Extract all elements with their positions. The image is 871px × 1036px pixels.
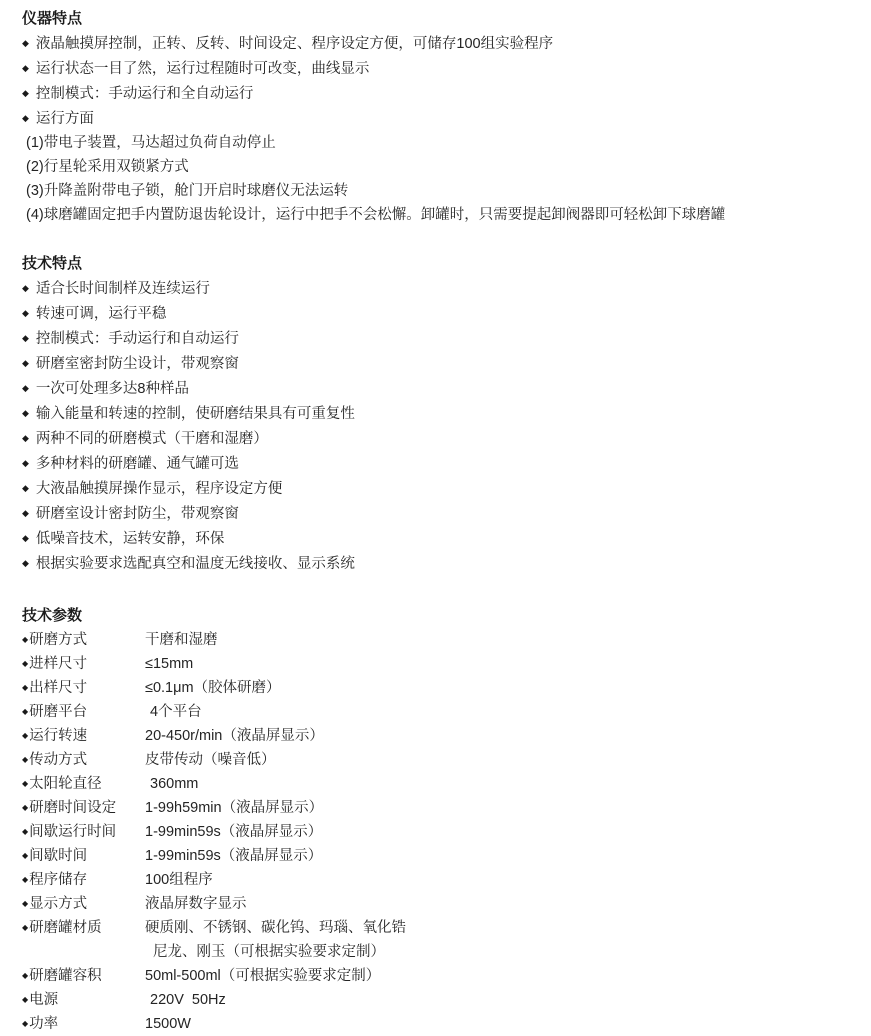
param-row-continuation bbox=[22, 940, 841, 964]
param-label bbox=[22, 772, 145, 796]
param-row bbox=[22, 676, 841, 700]
diamond-bullet-icon: ◆ bbox=[22, 113, 29, 123]
feature-text: 控制模式：手动运行和自动运行 bbox=[35, 331, 239, 347]
param-label-text: 研磨平台 bbox=[29, 704, 88, 720]
param-label bbox=[22, 676, 145, 700]
technical-parameters-heading: 技术参数 bbox=[22, 607, 83, 624]
param-value: ≤15mm bbox=[145, 656, 194, 672]
feature-item bbox=[22, 276, 841, 301]
diamond-bullet-icon: ◆ bbox=[22, 408, 29, 418]
param-value: ≤0.1μm（胶体研磨） bbox=[145, 680, 281, 696]
feature-item bbox=[22, 476, 841, 501]
feature-text: 转速可调，运行平稳 bbox=[35, 306, 167, 322]
param-row bbox=[22, 892, 841, 916]
param-row bbox=[22, 772, 841, 796]
param-label-text: 功率 bbox=[29, 1016, 59, 1032]
feature-text: 低噪音技术，运转安静，环保 bbox=[35, 531, 225, 547]
param-label-text: 研磨罐材质 bbox=[29, 920, 102, 936]
param-value: 1-99min59s（液晶屏显示） bbox=[145, 824, 323, 840]
feature-item bbox=[22, 81, 841, 106]
feature-sub-item bbox=[22, 131, 841, 155]
sub-item-text: (1)带电子装置，马达超过负荷自动停止 bbox=[26, 135, 276, 151]
diamond-bullet-icon: ◆ bbox=[22, 707, 29, 716]
diamond-bullet-icon: ◆ bbox=[22, 971, 29, 980]
feature-sub-item bbox=[22, 155, 841, 179]
param-row bbox=[22, 844, 841, 868]
param-label-text: 太阳轮直径 bbox=[29, 776, 102, 792]
diamond-bullet-icon: ◆ bbox=[22, 63, 29, 73]
sub-item-text: (3)升降盖附带电子锁，舱门开启时球磨仪无法运转 bbox=[26, 183, 349, 199]
diamond-bullet-icon: ◆ bbox=[22, 1019, 29, 1028]
feature-item bbox=[22, 501, 841, 526]
param-value: 100组程序 bbox=[145, 872, 213, 888]
param-row bbox=[22, 796, 841, 820]
param-row bbox=[22, 748, 841, 772]
diamond-bullet-icon: ◆ bbox=[22, 851, 29, 860]
diamond-bullet-icon: ◆ bbox=[22, 383, 29, 393]
diamond-bullet-icon: ◆ bbox=[22, 533, 29, 543]
feature-text: 一次可处理多达8种样品 bbox=[35, 381, 189, 397]
diamond-bullet-icon: ◆ bbox=[22, 803, 29, 812]
section-technical-features bbox=[22, 252, 841, 576]
diamond-bullet-icon: ◆ bbox=[22, 995, 29, 1004]
param-label-text: 运行转速 bbox=[29, 728, 88, 744]
diamond-bullet-icon: ◆ bbox=[22, 88, 29, 98]
diamond-bullet-icon: ◆ bbox=[22, 508, 29, 518]
param-label-text: 研磨时间设定 bbox=[29, 800, 117, 816]
feature-item bbox=[22, 426, 841, 451]
param-row bbox=[22, 964, 841, 988]
param-label-text: 传动方式 bbox=[29, 752, 88, 768]
diamond-bullet-icon: ◆ bbox=[22, 358, 29, 368]
param-label-text: 进样尺寸 bbox=[29, 656, 88, 672]
param-label-text: 出样尺寸 bbox=[29, 680, 88, 696]
param-label bbox=[22, 988, 145, 1012]
feature-text: 研磨室设计密封防尘，带观察窗 bbox=[35, 506, 239, 522]
param-value: 1-99h59min（液晶屏显示） bbox=[145, 800, 324, 816]
feature-text: 运行方面 bbox=[35, 111, 94, 127]
diamond-bullet-icon: ◆ bbox=[22, 283, 29, 293]
feature-item bbox=[22, 451, 841, 476]
param-value: 1-99min59s（液晶屏显示） bbox=[145, 848, 323, 864]
feature-text: 研磨室密封防尘设计，带观察窗 bbox=[35, 356, 239, 372]
diamond-bullet-icon: ◆ bbox=[22, 659, 29, 668]
param-row bbox=[22, 652, 841, 676]
param-value: 1500W bbox=[145, 1016, 191, 1032]
feature-sub-item bbox=[22, 203, 841, 227]
param-label bbox=[22, 724, 145, 748]
sub-item-text: (4)球磨罐固定把手内置防退齿轮设计，运行中把手不会松懈。卸罐时，只需要提起卸阀器即可轻松卸下球磨罐 bbox=[26, 207, 726, 223]
param-value: 干磨和湿磨 bbox=[145, 632, 218, 648]
param-label bbox=[22, 820, 145, 844]
feature-item bbox=[22, 31, 841, 56]
diamond-bullet-icon: ◆ bbox=[22, 433, 29, 443]
feature-item bbox=[22, 301, 841, 326]
feature-sub-item bbox=[22, 179, 841, 203]
diamond-bullet-icon: ◆ bbox=[22, 827, 29, 836]
diamond-bullet-icon: ◆ bbox=[22, 483, 29, 493]
feature-text: 运行状态一目了然，运行过程随时可改变，曲线显示 bbox=[35, 61, 370, 77]
param-label bbox=[22, 796, 145, 820]
feature-item bbox=[22, 56, 841, 81]
diamond-bullet-icon: ◆ bbox=[22, 558, 29, 568]
param-value-continuation: 尼龙、刚玉（可根据实验要求定制） bbox=[153, 944, 385, 960]
param-label-text: 程序储存 bbox=[29, 872, 88, 888]
param-value: 4个平台 bbox=[150, 704, 202, 720]
param-label-empty bbox=[22, 940, 145, 964]
param-label-text: 研磨方式 bbox=[29, 632, 88, 648]
feature-text: 两种不同的研磨模式（干磨和湿磨） bbox=[35, 431, 268, 447]
param-row bbox=[22, 724, 841, 748]
feature-item bbox=[22, 326, 841, 351]
feature-text: 适合长时间制样及连续运行 bbox=[35, 281, 210, 297]
param-row bbox=[22, 700, 841, 724]
diamond-bullet-icon: ◆ bbox=[22, 308, 29, 318]
param-label bbox=[22, 844, 145, 868]
section-technical-parameters bbox=[22, 604, 841, 1036]
param-label-text: 研磨罐容积 bbox=[29, 968, 102, 984]
feature-text: 输入能量和转速的控制，使研磨结果具有可重复性 bbox=[35, 406, 355, 422]
param-label bbox=[22, 868, 145, 892]
param-label bbox=[22, 628, 145, 652]
feature-item bbox=[22, 526, 841, 551]
param-label-text: 电源 bbox=[29, 992, 59, 1008]
diamond-bullet-icon: ◆ bbox=[22, 899, 29, 908]
param-row bbox=[22, 868, 841, 892]
param-row bbox=[22, 1012, 841, 1036]
param-label bbox=[22, 1012, 145, 1036]
diamond-bullet-icon: ◆ bbox=[22, 683, 29, 692]
param-value: 50ml-500ml（可根据实验要求定制） bbox=[145, 968, 381, 984]
instrument-features-heading: 仪器特点 bbox=[22, 10, 83, 27]
feature-item bbox=[22, 401, 841, 426]
feature-item bbox=[22, 351, 841, 376]
param-label bbox=[22, 892, 145, 916]
param-label-text: 间歇时间 bbox=[29, 848, 88, 864]
param-row bbox=[22, 988, 841, 1012]
section-instrument-features bbox=[22, 7, 841, 227]
diamond-bullet-icon: ◆ bbox=[22, 755, 29, 764]
param-label bbox=[22, 964, 145, 988]
technical-features-heading: 技术特点 bbox=[22, 255, 83, 272]
param-label-text: 间歇运行时间 bbox=[29, 824, 117, 840]
param-value: 硬质刚、不锈钢、碳化钨、玛瑙、氧化锆 bbox=[145, 920, 406, 936]
sub-item-text: (2)行星轮采用双锁紧方式 bbox=[26, 159, 189, 175]
diamond-bullet-icon: ◆ bbox=[22, 731, 29, 740]
feature-text: 多种材料的研磨罐、通气罐可选 bbox=[35, 456, 239, 472]
diamond-bullet-icon: ◆ bbox=[22, 779, 29, 788]
feature-text: 根据实验要求选配真空和温度无线接收、显示系统 bbox=[35, 556, 355, 572]
feature-text: 大液晶触摸屏操作显示，程序设定方便 bbox=[35, 481, 283, 497]
param-label bbox=[22, 748, 145, 772]
param-row bbox=[22, 628, 841, 652]
feature-item bbox=[22, 106, 841, 131]
feature-text: 液晶触摸屏控制，正转、反转、时间设定、程序设定方便，可储存100组实验程序 bbox=[35, 36, 554, 52]
diamond-bullet-icon: ◆ bbox=[22, 458, 29, 468]
diamond-bullet-icon: ◆ bbox=[22, 635, 29, 644]
param-value: 360mm bbox=[150, 776, 199, 792]
param-label bbox=[22, 700, 145, 724]
diamond-bullet-icon: ◆ bbox=[22, 923, 29, 932]
diamond-bullet-icon: ◆ bbox=[22, 38, 29, 48]
param-row bbox=[22, 820, 841, 844]
diamond-bullet-icon: ◆ bbox=[22, 875, 29, 884]
param-value: 220V 50Hz bbox=[150, 992, 226, 1008]
feature-item bbox=[22, 376, 841, 401]
param-value: 皮带传动（噪音低） bbox=[145, 752, 276, 768]
param-label bbox=[22, 916, 145, 940]
param-value: 20-450r/min（液晶屏显示） bbox=[145, 728, 324, 744]
diamond-bullet-icon: ◆ bbox=[22, 333, 29, 343]
param-label bbox=[22, 652, 145, 676]
param-row bbox=[22, 916, 841, 940]
feature-item bbox=[22, 551, 841, 576]
feature-text: 控制模式：手动运行和全自动运行 bbox=[35, 86, 254, 102]
param-label-text: 显示方式 bbox=[29, 896, 88, 912]
param-value: 液晶屏数字显示 bbox=[145, 896, 247, 912]
